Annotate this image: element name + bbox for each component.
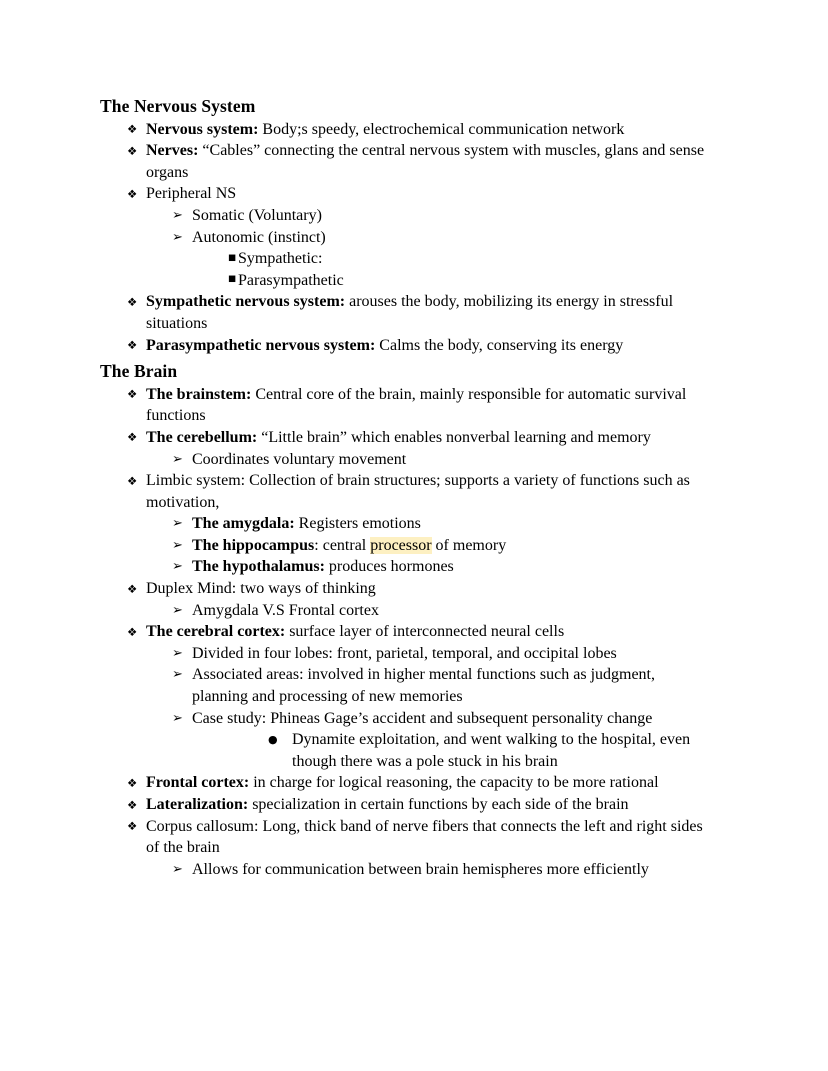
arrow-bullet-icon: ➢ (172, 645, 183, 661)
bullet-body-text: Corpus callosum: Long, thick band of nerve fibers that connects the left and right sides of the brain (146, 817, 703, 857)
bullet-body-text: produces hormones (324, 558, 454, 576)
arrow-bullet-icon: ➢ (172, 710, 183, 726)
highlighted-text: processor (370, 536, 432, 554)
bullet-item (100, 535, 714, 557)
diamond-bullet-icon: ❖ (127, 338, 138, 353)
bullet-item (100, 270, 714, 292)
bullet-item (100, 600, 714, 622)
arrow-bullet-icon: ➢ (172, 559, 183, 575)
bullet-item (100, 794, 714, 816)
sections-container (100, 96, 714, 880)
bullet-text (146, 816, 714, 859)
bullet-text (192, 859, 714, 881)
diamond-bullet-icon: ❖ (127, 775, 138, 790)
arrow-bullet-icon: ➢ (172, 207, 183, 223)
bullet-item (100, 643, 714, 665)
bullet-lead-term: Sympathetic nervous system: (146, 293, 346, 311)
bullet-body-text: Sympathetic: (238, 250, 323, 268)
bullet-text (192, 205, 714, 227)
bullet-item (100, 708, 714, 730)
bullet-body-text: Peripheral NS (146, 185, 237, 203)
bullet-item (100, 816, 714, 859)
bullet-item (100, 119, 714, 141)
bullet-lead-term: The hippocampus (192, 536, 315, 554)
bullet-text (146, 335, 714, 357)
bullet-text (192, 449, 714, 471)
bullet-body-text: “Little brain” which enables nonverbal learning and memory (257, 428, 651, 446)
bullet-lead-term: The cerebral cortex: (146, 623, 286, 641)
bullet-body-text: Associated areas: involved in higher mental functions such as judgment, planning and processing of new memories (192, 666, 655, 706)
document-body (100, 96, 714, 880)
arrow-bullet-icon: ➢ (172, 861, 183, 877)
bullet-item (100, 513, 714, 535)
bullet-body-text: Calms the body, conserving its energy (375, 336, 624, 354)
diamond-bullet-icon: ❖ (127, 624, 138, 639)
bullet-body-text: Divided in four lobes: front, parietal, temporal, and occipital lobes (192, 644, 617, 662)
bullet-text (192, 535, 714, 557)
bullet-text (146, 427, 714, 449)
section-heading: The Nervous System (100, 96, 256, 116)
bullet-item (100, 470, 714, 513)
bullet-lead-term: The cerebellum: (146, 428, 258, 446)
bullet-body-text: Duplex Mind: two ways of thinking (146, 580, 376, 598)
bullet-lead-term: Nervous system: (146, 120, 259, 138)
arrow-bullet-icon: ➢ (172, 602, 183, 618)
bullet-text (146, 291, 714, 334)
diamond-bullet-icon: ❖ (127, 122, 138, 137)
arrow-bullet-icon: ➢ (172, 229, 183, 245)
diamond-bullet-icon: ❖ (127, 430, 138, 445)
bullet-text (146, 578, 714, 600)
bullet-item (100, 335, 714, 357)
bullet-item (100, 729, 714, 772)
bullet-body-text: Central core of the brain, mainly responsible for automatic survival functions (146, 385, 687, 425)
bullet-lead-term: Frontal cortex: (146, 774, 250, 792)
square-bullet-icon: ■ (228, 274, 237, 285)
bullet-text (192, 227, 714, 249)
bullet-body-text: surface layer of interconnected neural cells (285, 623, 565, 641)
bullet-body-text: Amygdala V.S Frontal cortex (192, 601, 379, 619)
bullet-body-text: arouses the body, mobilizing its energy in stressful situations (146, 293, 674, 332)
section-heading: The Brain (100, 361, 178, 382)
diamond-bullet-icon: ❖ (127, 294, 138, 309)
bullet-lead-term: Parasympathetic nervous system: (146, 336, 376, 354)
bullet-body-text: Dynamite exploitation, and went walking to the hospital, even though there was a pole stuck in his brain (292, 731, 691, 770)
bullet-text (192, 513, 714, 535)
bullet-lead-term: Nerves: (146, 142, 199, 160)
bullet-body-text: : central (314, 536, 371, 554)
bullet-body-text: specialization in certain functions by each side of the brain (248, 796, 629, 813)
diamond-bullet-icon: ❖ (127, 143, 138, 158)
diamond-bullet-icon: ❖ (127, 819, 138, 834)
bullet-lead-term: The brainstem: (146, 385, 252, 403)
bullet-body-text: Registers emotions (294, 515, 421, 533)
bullet-body-text: Body;s speedy, electrochemical communication network (258, 120, 625, 138)
bullet-lead-term: The amygdala: (192, 515, 295, 533)
bullet-body-text: Coordinates voluntary movement (192, 450, 407, 468)
document-section (100, 96, 714, 356)
bullet-text (192, 664, 714, 707)
bullet-text (238, 270, 714, 292)
bullet-body-text: Limbic system: Collection of brain structures; supports a variety of functions such as motivation, (146, 472, 690, 511)
diamond-bullet-icon: ❖ (127, 581, 138, 596)
bullet-item (100, 205, 714, 227)
bullet-text (192, 556, 714, 578)
bullet-text (192, 600, 714, 622)
bullet-item (100, 772, 714, 794)
bullet-body-text-tail: of memory (431, 536, 507, 554)
arrow-bullet-icon: ➢ (172, 667, 183, 683)
diamond-bullet-icon: ❖ (127, 473, 138, 488)
bullet-text (146, 183, 714, 205)
bullet-item (100, 140, 714, 183)
bullet-item (100, 291, 714, 334)
bullet-body-text: “Cables” connecting the central nervous system with muscles, glans and sense organs (146, 142, 705, 181)
bullet-text (292, 729, 714, 772)
bullet-body-text: Parasympathetic (238, 271, 344, 289)
arrow-bullet-icon: ➢ (172, 516, 183, 532)
square-bullet-icon: ■ (228, 252, 237, 263)
bullet-lead-term: Lateralization: (146, 796, 249, 813)
bullet-lead-term: The hypothalamus: (192, 558, 325, 576)
bullet-item (100, 384, 714, 427)
bullet-text (192, 708, 714, 730)
bullet-item (100, 859, 714, 881)
bullet-list (100, 119, 714, 357)
bullet-text (146, 140, 714, 183)
bullet-body-text: Case study: Phineas Gage’s accident and subsequent personality change (192, 709, 653, 727)
bullet-item (100, 449, 714, 471)
document-section (100, 361, 714, 880)
bullet-text (192, 643, 714, 665)
bullet-text (146, 384, 714, 427)
bullet-item (100, 578, 714, 600)
bullet-text (146, 470, 714, 513)
diamond-bullet-icon: ❖ (127, 387, 138, 402)
arrow-bullet-icon: ➢ (172, 451, 183, 467)
bullet-item (100, 427, 714, 449)
bullet-item (100, 183, 714, 205)
bullet-body-text: Somatic (Voluntary) (192, 206, 322, 224)
diamond-bullet-icon: ❖ (127, 186, 138, 201)
bullet-body-text: Autonomic (instinct) (192, 228, 326, 246)
bullet-text (146, 119, 714, 141)
arrow-bullet-icon: ➢ (172, 537, 183, 553)
bullet-body-text: Allows for communication between brain hemispheres more efficiently (192, 860, 649, 878)
bullet-item (100, 664, 714, 707)
bullet-text (146, 621, 714, 643)
bullet-list (100, 384, 714, 881)
bullet-item (100, 621, 714, 643)
round-bullet-icon: ● (268, 732, 278, 746)
bullet-text (146, 794, 714, 816)
bullet-text (238, 248, 714, 270)
bullet-item (100, 248, 714, 270)
bullet-item (100, 227, 714, 249)
bullet-item (100, 556, 714, 578)
diamond-bullet-icon: ❖ (127, 797, 138, 812)
bullet-text (146, 772, 714, 794)
bullet-body-text: in charge for logical reasoning, the capacity to be more rational (249, 774, 659, 792)
